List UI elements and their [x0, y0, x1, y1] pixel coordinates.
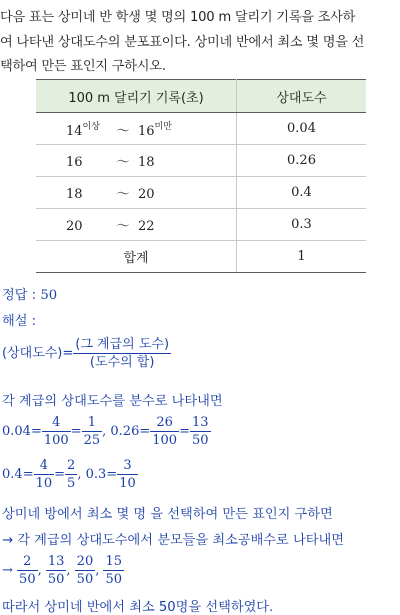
- answer-value: 50: [40, 288, 58, 303]
- table-header-row: [36, 80, 366, 113]
- header-record: 100 m 달리기 기록(초): [36, 80, 237, 113]
- question-line-1: 다음 표는 상미네 반 학생 몇 명의 100 m 달리기 기록을 조사하: [0, 10, 356, 25]
- total-label: 합계: [36, 241, 237, 273]
- table-row: [36, 177, 366, 209]
- arrow-icon: →: [2, 563, 13, 578]
- range-cell: $14^{이상}$ ～ $16^{미만}$: [36, 113, 237, 145]
- question-text: [0, 6, 398, 80]
- range-cell: 18 ～ 20: [36, 177, 237, 209]
- equation-2: 0.4= $\frac{4}{10}$ = $\frac{2}{5}$ , 0.3= $\frac{3}{10}$: [2, 458, 136, 491]
- range-cell: 16 ～ 18: [36, 145, 237, 177]
- range-cell: 20 ～ 22: [36, 209, 237, 241]
- table-row: [36, 113, 366, 145]
- step-2: 상미네 방에서 최소 몇 명 을 선택하여 만든 표인지 구하면: [2, 507, 333, 522]
- equation-1: 0.04= $\frac{4}{100}$ = $\frac{1}{25}$ , 0.26= $\frac{26}{100}$ = $\frac{13}{50}$: [2, 415, 209, 448]
- conclusion: 따라서 상미네 반에서 최소 50명을 선택하였다.: [2, 600, 274, 615]
- solution-label: 해설 :: [2, 314, 37, 329]
- question-line-3: 택하여 만든 표인지 구하시오.: [0, 59, 166, 74]
- formula-fraction: $\frac{\text{(그 계급의 도수)}}{\text{(도수의 합)}}$: [75, 337, 170, 370]
- table-total-row: [36, 241, 366, 273]
- table-row: [36, 145, 366, 177]
- question-line-2: 여 나타낸 상대도수의 분포표이다. 상미네 반에서 최소 몇 명을 선: [0, 34, 365, 50]
- header-relative-frequency: 상대도수: [237, 80, 367, 113]
- answer-line: [2, 284, 57, 303]
- relative-frequency-table: [36, 79, 366, 273]
- equation-3: → $\frac{2}{50}$ , $\frac{13}{50}$ , $\frac{20}{50}$ , $\frac{15}{50}$: [2, 554, 123, 587]
- value-cell: 0.3: [237, 209, 367, 241]
- value-cell: 0.26: [237, 145, 367, 177]
- value-cell: 0.4: [237, 177, 367, 209]
- step-1: 각 계급의 상대도수를 분수로 나타내면: [2, 394, 223, 409]
- value-cell: 0.04: [237, 113, 367, 145]
- formula-line: [2, 336, 171, 371]
- step-3: → 각 계급의 상대도수에서 분모들을 최소공배수로 나타내면: [2, 533, 344, 548]
- table-row: [36, 209, 366, 241]
- total-value: 1: [237, 241, 367, 273]
- answer-label: 정답 :: [2, 288, 37, 303]
- formula-lhs: (상대도수)=: [2, 346, 74, 361]
